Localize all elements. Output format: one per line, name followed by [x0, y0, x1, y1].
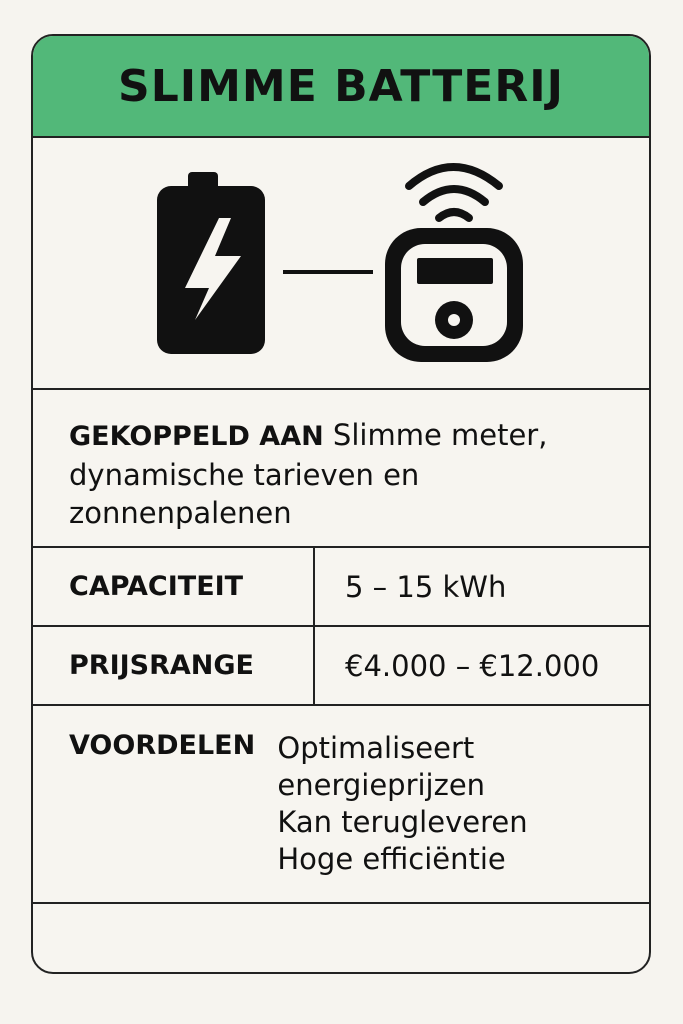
icon-section: [33, 138, 649, 390]
benefits-label: VOORDELEN: [69, 730, 256, 761]
linked-label: GEKOPPELD AAN: [69, 421, 324, 452]
card-footer: [33, 904, 649, 974]
price-row: [33, 627, 649, 706]
capacity-value: 5 – 15 kWh: [345, 569, 507, 604]
benefits-row: [33, 706, 649, 904]
card-title: SLIMME BATTERIJ: [118, 60, 564, 112]
benefits-list: [277, 730, 649, 902]
price-value: €4.000 – €12.000: [345, 648, 600, 683]
linked-text-rest: dynamische tarieven en zonnenpalenen: [69, 458, 420, 530]
smart-meter-wifi-icon: [385, 167, 523, 362]
card-header: [33, 36, 649, 138]
capacity-label: CAPACITEIT: [69, 571, 244, 602]
battery-charging-icon: [157, 172, 265, 354]
list-item: Hoge efficiëntie: [277, 842, 506, 876]
icon-illustration: [33, 138, 651, 390]
info-card: [31, 34, 651, 974]
list-item: Optimaliseert energieprijzen: [277, 731, 486, 802]
capacity-row: [33, 548, 649, 627]
price-label: PRIJSRANGE: [69, 650, 255, 681]
linked-row: [33, 390, 649, 548]
list-item: Kan terugleveren: [277, 805, 528, 839]
linked-text-first: Slimme meter,: [332, 418, 548, 452]
